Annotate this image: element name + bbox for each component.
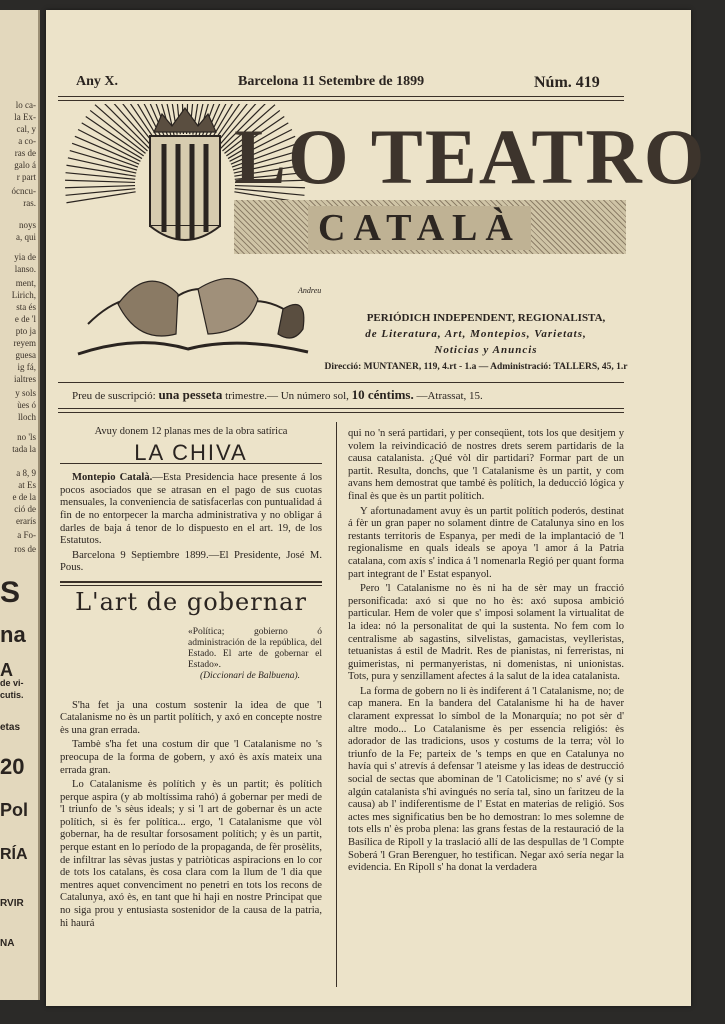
previous-page-ad-text: A [0,660,13,680]
previous-page-line: reyem [13,338,36,348]
issue-number: Núm. 419 [534,74,600,91]
previous-page-line: ras de [14,148,36,158]
previous-page-line: Lirich, [11,290,36,300]
article-divider [60,581,322,583]
previous-page-line: y sols [15,388,36,398]
previous-page-line: a Fo- [17,530,36,540]
previous-page-ad-text: Pol [0,800,29,820]
previous-page-line: ùes ó [17,400,36,410]
subscription-price: una pesseta [158,387,223,402]
previous-page-line: ció de [14,504,36,514]
subscription-lead: Preu de suscripció: [72,390,156,402]
newspaper-page [46,10,707,1006]
previous-page-line: r part [16,172,36,182]
subscription-rule-bottom [58,408,624,409]
article-paragraph: qui no 'n será partidari, y per conseqüent, tots los que desitjem y volem la reivindicació de nostres drets serem partidaris de la causa catalanista. ¿Qué vòl dir partidari? Formar part de un partit. Resulta, donchs, que 'l Catalanisme ès un partit, y com avans hem demostrat que també ès polítich, la deducció lógica y final ès que ès un partit polítich. [348,428,624,502]
subscription-rule-top [58,382,624,383]
previous-page-line: e de 'l [14,314,36,324]
previous-page-line: noys [18,220,36,230]
previous-page-ad-text: RÍA [0,846,28,863]
previous-page-line: cal, y [16,124,36,134]
previous-page-ad-text: de vi- [0,678,24,688]
chiva-intro: Avuy donem 12 planas mes de la obra satírica [94,426,288,437]
previous-page-line: tada la [12,444,36,454]
masthead-description-1: PERIÓDICH INDEPENDENT, REGIONALISTA, [366,312,606,324]
masthead-description-3: Noticias y Anuncis [434,344,538,356]
previous-page-ad-text: NA [0,938,15,949]
previous-page-line: yia de [14,252,36,262]
article-title: L'art de gobernar [75,587,307,616]
previous-page-line: ialtres [14,374,36,384]
header-rule [58,96,624,97]
article-paragraph: La forma de gobern no li ès indiferent á 'l Catalanisme, no; de cap manera. En la bandera del Catalanisme hi ha de haver clarament expressat lo símbol de la Monarquía; no pot sèr d' altre modo... Lo Catalanisme ès per essencia religiós: ès adorador de las tradicions, usos y costums de la terra; vòl lo triunfo de la Fe; parteix de 's temps en que en Catalunya no havía qui s' atrevís á defensar 'l ateisme y las ideas de destrucció social de sectas que abominan de 'l Catolicisme; no s' avé (y si algún catalanista s'hi avingués no sería tal, sino un faritzeu de la causa) ab l' indiferentisme de l' Estat en materias de religió. Sos actes mes significatius ben be ho demostran: lo mes solemne de tots ells n' ès proba plena: las grans festas de la restauració de la Basílica de Ripoll y la traslació allí de las despullas de 'l Compte Soberá 'l Gran Berenguer, ho testifican. Negar axó sería negar la evidencia. En Ripoll s' ha donat la verdadera [348,685,624,874]
previous-page-line: la Ex- [14,112,36,122]
masthead-title: LO TEATRO [234,113,707,200]
article-paragraph: Pero 'l Catalanisme no ès ni ha de sèr may un fracció personificada: axó si que no ho ès: axó suposa ambició particular. Hem de voler que s' imposi solament la virtualitat de la idea: nó la personalitat de qui la sustenta. No fem com lo centralisme ab sagastins, silvelistas, gamacistas, veylleristas, tetuanistas á estil de Madrit. Res de pianistas, ni ferreristas, ni guimeristas, ni permanyeristas, ni domenistas, ni unionistas. Tots, pura y senzillament afectes á la salut de la idea catalanista. [348,583,624,683]
article-epigraph: «Política; gobierno ó administración de la república, del Estado. El arte de gobernar el Estado». [188,626,322,670]
previous-page-ad-text: RVIR [0,898,24,909]
previous-page-line: e de la [12,492,36,502]
masthead-subtitle: CATALÀ [308,206,531,250]
masthead-description-2: de Literatura, Art, Montepios, Varietats, [365,328,587,340]
issue-date: Barcelona 11 Setembre de 1899 [238,74,425,89]
montepio-signature: Barcelona 9 Septiembre 1899.—El Presidente, José M. Pous. [60,549,322,574]
montepio-notice: —Esta Presidencia hace presente á los pocos asociados que se atrasan en el pago de sus cuotas mensuales, la conveniencia de satisfacerlas con puntualidad á fin de no entorpecer la marcha administrativa y no obligar á darles de baja á tenor de lo dispuesto en el art. 19, de los Estatutos. [60,472,323,547]
subscription-period: trimestre.— Un número sol, [225,390,349,402]
previous-page-line: lo ca- [15,100,36,110]
issue-year: Any X. [76,74,119,89]
epigraph-source: (Diccionari de Balbuena). [200,670,300,681]
previous-page-ad-text: cutis. [0,690,24,700]
single-issue-price: 10 céntims. [351,387,414,402]
previous-page-line: pto ja [15,326,36,336]
subscription-rule-thin [58,412,624,413]
previous-page-line: a, qui [16,232,36,242]
previous-page-line: galo á [14,160,36,170]
previous-page-line: ras. [23,198,36,208]
subscription-line [72,387,483,403]
previous-page-line: ment, [15,278,36,288]
article-paragraph: Tambè s'ha fet una costum dir que 'l Catalanisme no 's preocupa de la forma de gobern, y axó ès axís mateix una errada gran. [60,739,322,776]
previous-page-ad-text: S [0,576,21,609]
previous-page-line: at Es [18,480,36,490]
column-divider [336,422,337,987]
right-column [348,428,624,877]
previous-page-line: ros de [14,544,36,554]
previous-page-line: a 8, 9 [16,468,36,478]
previous-page-line: lanso. [14,264,36,274]
previous-page-edge [0,10,40,1000]
montepio-heading: Montepio Català. [72,472,153,484]
header-rule-thin [58,100,624,101]
previous-page-line: ig fá, [17,362,36,372]
previous-page-line: a co- [18,136,36,146]
article-paragraph: Lo Catalanisme ès polítich y ès un partit; ès polítich perque aspira (y ab moltíssima rahó) á gobernar per medi de 'l triunfo de 's sèus ideals; y si 'l art de gobernar ès un acte polítich, si ès fer política... ergo, 'l Catalanisme que vòl gobernar, ha de resultar forsosament polítich; y ès un partit, perque estant en lo período de la propaganda, de fèr prosèlits, de infiltrar las sèvas justas y patriòticas aspiracions en lo cor de tots los catalans, ès cosa clara com la llum de 'l dia que mentres aquet convenciment no penetri en tots los recons de Catalunya, axó ès, en tant que hi haji en nostre Principat que no siga prou y entusiasta sostenidor de la causa de la patria, hi haurá [60,779,322,929]
left-column [60,426,322,932]
previous-page-line: no 'ls [17,432,36,442]
article-paragraph: Y afortunadament avuy ès un partit polítich poderós, destinat á fèr un gran paper no solament dintre de Catalunya sino en los restants territoris de Espanya, per medi de la implantació de 'l regionalisme en quals ideals se apoya 'l amor á la Patria catalana, com axís s' indica á 'l nomenarla Regió per quant forma part integrant de l' Estat espanyol. [348,505,624,580]
article-divider-thin [60,585,322,586]
previous-page-line: ócncu- [11,186,36,196]
previous-page-ad-text: 20 [0,754,25,779]
masthead-address: Direcció: MUNTANER, 119, 4.rt - 1.a — Administració: TALLERS, 45, 1.r [324,362,628,372]
previous-page-ad-text: na [0,622,26,647]
previous-page-ad-text: etas [0,722,21,733]
article-body-left [60,700,322,931]
back-issue-price: —Atrassat, 15. [416,390,483,402]
previous-page-line: guesa [15,350,36,360]
previous-page-line: erarís [16,516,36,526]
article-paragraph: S'ha fet ja una costum sostenir la idea de que 'l Catalanisme no ès un partit polítich, y axó en concepte nostre ès una gran errada. [60,699,322,736]
illustrator-signature: Andreu [298,286,322,295]
article-body-right [348,428,624,875]
previous-page-line: sta és [16,302,36,312]
previous-page-line: lloch [18,412,36,422]
chiva-title: LA CHIVA [134,439,248,465]
